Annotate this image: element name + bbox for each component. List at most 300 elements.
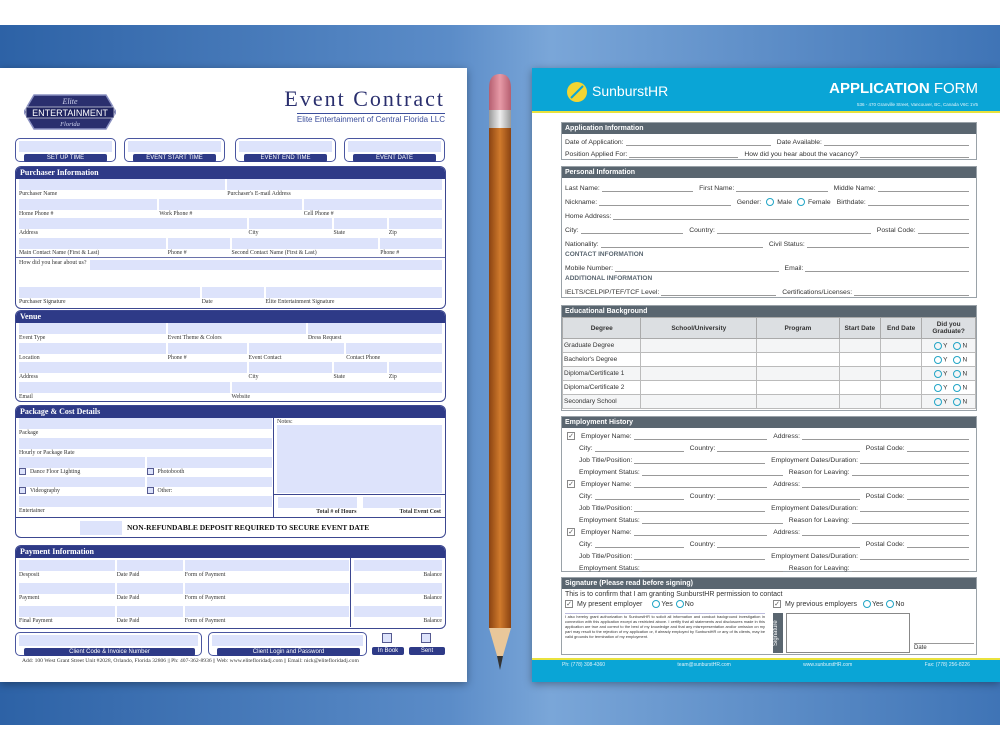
degree-cell: Diploma/Certificate 1 [563,367,641,381]
address-field[interactable] [802,526,969,536]
no-label: N [962,398,968,406]
employment-row [562,500,976,512]
graduate-cell [922,395,976,409]
employment-row [562,452,976,464]
email-field[interactable] [805,262,969,272]
table-cell[interactable] [641,395,757,409]
status-label: Employment Status: [579,565,640,572]
address-cell [18,218,248,238]
entertainer-field[interactable] [19,496,272,507]
present-no-radio[interactable] [676,600,684,608]
company-address: 536 - 470 Granville Street, Vancouver, BC, Canada V6C 1V5 [857,102,978,107]
zip-cell [388,218,443,238]
section-header: Package & Cost Details [16,406,445,418]
purchaser-s-e-mail-address-label: Purchaser's E-mail Address [227,191,291,197]
first-name-field[interactable] [736,182,827,192]
end-date-header: End Date [880,318,921,339]
employment-row [562,440,976,452]
form-of-payment-field[interactable] [185,606,349,617]
balance-field[interactable] [354,606,443,617]
phone-field[interactable] [168,343,247,354]
signature-box[interactable] [786,613,910,653]
videography-field[interactable] [19,477,145,488]
event-date-field[interactable] [348,141,441,152]
home-address-field[interactable] [613,210,969,220]
event-end-time-label: EVENT END TIME [244,154,327,162]
degree-cell: Graduate Degree [563,339,641,353]
signature-section [561,577,977,655]
job-field[interactable] [634,454,765,464]
option-row [147,487,273,496]
zip-field[interactable] [389,362,442,373]
home-phone-field[interactable] [19,199,157,210]
how-did-you-hear-about-the-vacancy-label: How did you hear about the vacancy? [744,151,859,158]
date-paid-cell [116,606,184,627]
dance-floor-lighting-cell [18,457,146,477]
footer-item[interactable]: team@sunburstHR.com [677,662,731,668]
table-cell[interactable] [839,381,880,395]
reason-field[interactable] [852,466,969,476]
employment-row [562,548,976,560]
total-hours-field[interactable] [278,497,357,508]
zip-label: Zip [388,230,397,236]
dates-label: Employment Dates/Duration: [771,505,858,512]
employer-checkbox[interactable]: ✓ [568,529,574,536]
birthdate-label: Birthdate: [836,199,866,206]
position-applied-for-label: Position Applied For: [565,151,628,158]
dates-field[interactable] [860,502,969,512]
no-radio[interactable] [953,398,961,406]
country-label: Country: [689,541,716,548]
date-of-application-field[interactable] [626,136,771,146]
balance-label: Balance [423,572,442,578]
mobile-field[interactable] [615,262,779,272]
employer-label: Employer Name: [581,529,632,536]
elite-entertainment-logo [24,92,116,132]
employer-field[interactable] [634,526,768,536]
website-field[interactable] [232,382,443,393]
state-label: State [333,230,346,236]
previous-employers-label: My previous employers [785,601,857,608]
table-cell[interactable] [757,339,840,353]
dress-request-cell [307,323,443,343]
male-radio[interactable] [766,198,774,206]
phone-cell [379,238,443,258]
rate-cell [18,438,273,458]
cell-phone-label: Cell Phone # [303,210,334,217]
zip-field[interactable] [389,218,442,229]
city-cell [248,362,333,382]
middle-name-field[interactable] [878,182,969,192]
total-cost-field[interactable] [363,497,442,508]
cell-phone-cell [303,199,443,219]
personal-info-section [561,166,977,298]
civil-status-field[interactable] [807,238,969,248]
date-cell [201,287,265,307]
legal-text: I also hereby grant authorization to SunburstHR to solicit all information and conduct background investigation in connection with this application except as restricted above. I certify that all statements and disclosures made in this application are true and correct to the best of my knowledge and that any misrepresentation and/or omission on my part may result to the rejection of my application or, if already employed by SunburstHR or any of its clients, may be valid grounds for termination of my employment. [565,614,765,639]
table-cell[interactable] [880,339,921,353]
present-yes-radio[interactable] [652,600,660,608]
table-cell[interactable] [757,395,840,409]
address-field[interactable] [802,478,969,488]
event-start-time-field[interactable] [128,141,221,152]
phone-field[interactable] [168,238,230,249]
purchaser-name-field[interactable] [19,179,225,190]
date-paid-cell [116,583,184,604]
location-field[interactable] [19,343,166,354]
date-paid-field[interactable] [117,560,183,571]
date-paid-field[interactable] [117,583,183,594]
no-radio[interactable] [953,342,961,350]
form-of-payment-label: Form of Payment [184,618,226,624]
dates-label: Employment Dates/Duration: [771,457,858,464]
job-label: Job Title/Position: [579,553,633,560]
form-of-payment-cell [184,583,350,604]
photobooth-checkbox[interactable] [147,468,154,475]
event-type-cell [18,323,167,343]
dates-field[interactable] [860,550,969,560]
table-cell[interactable] [839,367,880,381]
payment-row [16,558,445,581]
balance-label: Balance [423,618,442,624]
table-cell[interactable] [641,353,757,367]
email-cell [18,382,231,402]
reason-field[interactable] [852,514,969,524]
svg-text:Elite: Elite [62,97,78,106]
event-date-box[interactable] [344,138,445,162]
postal-field[interactable] [918,224,969,234]
address-cell [18,362,248,382]
balance-label: Balance [423,595,442,601]
balance-cell [350,558,444,581]
nickname-field[interactable] [599,196,731,206]
dates-field[interactable] [860,454,969,464]
table-cell[interactable] [757,381,840,395]
location-label: Location [19,354,40,361]
set-up-time-label: SET UP TIME [24,154,107,162]
city-field[interactable] [595,490,684,500]
employer-checkbox[interactable]: ✓ [568,433,574,440]
nationality-label: Nationality: [565,241,599,248]
second-contact-name-first-last-field[interactable] [232,238,379,249]
address-label: Address: [773,481,801,488]
status-field[interactable] [642,562,783,572]
payment-cell [18,583,116,604]
payment-row [16,604,445,627]
city-label: City: [579,445,593,452]
rate-label: Hourly or Package Rate [19,449,75,456]
event-date-label: EVENT DATE [353,154,436,162]
table-cell[interactable] [880,353,921,367]
state-cell [333,218,388,238]
postal-field[interactable] [907,490,969,500]
client-code-box[interactable] [15,632,202,656]
balance-field[interactable] [354,583,443,594]
table-cell[interactable] [880,395,921,409]
city-field[interactable] [249,218,332,229]
work-phone-field[interactable] [159,199,302,210]
status-field[interactable] [642,466,783,476]
main-contact-name-first-last-field[interactable] [19,238,166,249]
degree-cell: Bachelor's Degree [563,353,641,367]
city-label: City: [565,227,579,234]
table-cell[interactable] [839,353,880,367]
present-employer-checkbox[interactable]: ✓ [566,601,572,608]
no-radio[interactable] [953,384,961,392]
dress-request-label: Dress Request [308,335,342,341]
heard-label: How did you hear about us? [19,260,87,266]
city-field[interactable] [595,538,684,548]
second-contact-name-first-last-label: Second Contact Name (First & Last) [231,249,317,256]
balance-field[interactable] [354,560,443,571]
form-row [562,134,976,146]
no-radio[interactable] [953,356,961,364]
main-contact-name-first-last-label: Main Contact Name (First & Last) [19,249,100,256]
date-paid-field[interactable] [117,606,183,617]
employer-checkbox[interactable]: ✓ [568,481,574,488]
state-field[interactable] [334,218,387,229]
postal-label: Postal Code: [865,493,905,500]
form-row [16,382,445,402]
dress-request-field[interactable] [308,323,442,334]
cell-phone-field[interactable] [304,199,442,210]
nickname-label: Nickname: [565,199,598,206]
section-header: Purchaser Information [16,167,445,179]
purchaser-s-e-mail-address-field[interactable] [227,179,442,190]
address-label: Address: [773,529,801,536]
purchaser-signature-label: Purchaser Signature [19,299,66,305]
desposit-cell [18,560,116,581]
address-field[interactable] [802,430,969,440]
section-header: Venue [16,311,445,323]
female-radio[interactable] [797,198,805,206]
venue-section [15,310,446,402]
country-field[interactable] [717,538,859,548]
country-field[interactable] [717,224,871,234]
set-up-time-box[interactable] [15,138,116,162]
table-cell[interactable] [839,339,880,353]
other-checkbox[interactable] [147,487,154,494]
date-of-application-label: Date of Application: [565,139,624,146]
previous-employers-checkbox[interactable]: ✓ [774,601,780,608]
event-end-time-field[interactable] [239,141,332,152]
employment-row [562,464,976,476]
page-subtitle: Elite Entertainment of Central Florida LLC [296,115,445,124]
birthdate-field[interactable] [868,196,969,206]
notes-field[interactable] [277,425,442,493]
previous-no-radio[interactable] [886,600,894,608]
city-cell [248,218,333,238]
table-cell[interactable] [757,353,840,367]
contact-phone-label: Contact Phone [346,354,381,361]
phone-label: Phone # [167,249,187,256]
address-field[interactable] [19,362,247,373]
form-row [16,218,445,238]
other-field[interactable] [147,477,273,488]
event-theme-colors-field[interactable] [168,323,306,334]
website-cell [231,382,444,402]
status-field[interactable] [642,514,783,524]
home-phone-label: Home Phone # [19,210,54,217]
additional-subheading: ADDITIONAL INFORMATION [565,275,653,282]
contact-phone-field[interactable] [346,343,442,354]
form-row [16,362,445,382]
table-row [563,381,976,395]
event-type-field[interactable] [19,323,166,334]
job-label: Job Title/Position: [579,505,633,512]
employment-row [562,536,976,548]
yes-radio[interactable] [934,356,942,364]
state-label: State [333,374,346,380]
no-label: No [684,601,694,608]
certs-label: Certifications/Licenses: [782,289,853,296]
employer-field[interactable] [634,430,768,440]
no-label: N [962,356,968,364]
options-row [18,477,273,497]
heard-row [16,257,445,287]
phone-field[interactable] [380,238,442,249]
payment-row [16,581,445,604]
how-did-you-hear-about-the-vacancy-field[interactable] [860,148,969,158]
status-label: Employment Status: [579,469,640,476]
form-row [562,146,976,158]
event-end-time-box[interactable] [235,138,336,162]
yes-radio[interactable] [934,342,942,350]
event-start-time-box[interactable] [124,138,225,162]
contact-phone-cell [345,343,443,363]
heard-field[interactable] [90,260,443,270]
date-field[interactable] [202,287,264,298]
employment-row [562,476,976,488]
table-cell[interactable] [880,367,921,381]
address-field[interactable] [19,218,247,229]
table-row [563,353,976,367]
date-available-label: Date Available: [776,139,822,146]
final-payment-cell [18,606,116,627]
postal-label: Postal Code: [865,541,905,548]
payment-field[interactable] [19,583,115,594]
options-row [18,457,273,477]
form-of-payment-label: Form of Payment [184,572,226,578]
rate-field[interactable] [19,438,272,449]
female-label: Female [808,199,831,206]
last-name-field[interactable] [602,182,693,192]
date-available-field[interactable] [824,136,969,146]
position-applied-for-field[interactable] [629,148,738,158]
table-cell[interactable] [757,367,840,381]
country-field[interactable] [717,490,859,500]
elite-entertainment-signature-field[interactable] [266,287,443,298]
event-contact-field[interactable] [249,343,345,354]
footer-item[interactable]: www.sunburstHR.com [803,662,853,668]
postal-field[interactable] [907,538,969,548]
purchaser-signature-field[interactable] [19,287,200,298]
middle-name-label: Middle Name: [833,185,876,192]
city-field[interactable] [595,442,684,452]
sunburst-logo-icon [566,81,588,103]
option-row [19,487,145,496]
reason-field[interactable] [852,562,969,572]
job-field[interactable] [634,550,765,560]
phone-cell [167,343,248,363]
client-login-label: Client Login and Password [217,648,360,656]
previous-yes-radio[interactable] [863,600,871,608]
consent-text: This is to confirm that I am granting SunburstHR permission to contact [565,591,783,598]
yes-radio[interactable] [934,398,942,406]
start-date-header: Start Date [839,318,880,339]
table-cell[interactable] [641,367,757,381]
dance-floor-lighting-field[interactable] [19,457,145,468]
city-field[interactable] [581,224,684,234]
in-book-checkbox[interactable] [382,633,392,643]
client-login-box[interactable] [208,632,367,656]
set-up-time-field[interactable] [19,141,112,152]
event-contact-label: Event Contact [248,354,282,361]
nationality-field[interactable] [601,238,763,248]
videography-checkbox[interactable] [19,487,26,494]
job-field[interactable] [634,502,765,512]
country-field[interactable] [717,442,859,452]
form-of-payment-field[interactable] [185,560,349,571]
email-label: Email [19,393,33,400]
table-cell[interactable] [641,381,757,395]
certs-field[interactable] [854,286,969,296]
state-field[interactable] [334,362,387,373]
no-radio[interactable] [953,370,961,378]
first-name-label: First Name: [699,185,735,192]
home-address-label: Home Address: [565,213,612,220]
desposit-field[interactable] [19,560,115,571]
footer-item: Fax: (778) 256-8226 [924,662,970,668]
table-cell[interactable] [839,395,880,409]
did-you-graduate-header: Did you Graduate? [922,318,976,339]
package-field[interactable] [19,418,272,429]
table-cell[interactable] [880,381,921,395]
contact-subheading: CONTACT INFORMATION [565,251,644,258]
postal-label: Postal Code: [865,445,905,452]
yes-radio[interactable] [934,384,942,392]
deposit-field[interactable] [80,521,122,535]
dance-floor-lighting-checkbox[interactable] [19,468,26,475]
table-cell[interactable] [641,339,757,353]
email-field[interactable] [19,382,230,393]
last-name-label: Last Name: [565,185,600,192]
contract-footer: Add: 100 West Grant Street Unit #2028, Orlando, Florida 32806 || Ph: 407-362-8936 || Web: www.elitefloridadj.com || Email: nick@elitefloridadj.com [22,658,359,664]
city-field[interactable] [249,362,332,373]
payment-label: Payment [19,595,40,601]
employment-row [562,512,976,524]
package-section [15,405,446,538]
form-of-payment-field[interactable] [185,583,349,594]
zip-cell [388,362,443,382]
final-payment-field[interactable] [19,606,115,617]
photobooth-field[interactable] [147,457,273,468]
elite-entertainment-signature-cell [265,287,444,307]
sent-checkbox[interactable] [421,633,431,643]
dates-label: Employment Dates/Duration: [771,553,858,560]
balance-cell [350,604,444,627]
second-contact-name-first-last-cell [231,238,380,258]
postal-field[interactable] [907,442,969,452]
title-light: FORM [929,80,978,97]
ielts-field[interactable] [661,286,776,296]
work-phone-label: Work Phone # [159,210,193,217]
event-contract-page [0,68,467,682]
purchaser-s-e-mail-address-cell [226,179,443,199]
city-label: City: [579,493,593,500]
employer-field[interactable] [634,478,768,488]
yes-radio[interactable] [934,370,942,378]
